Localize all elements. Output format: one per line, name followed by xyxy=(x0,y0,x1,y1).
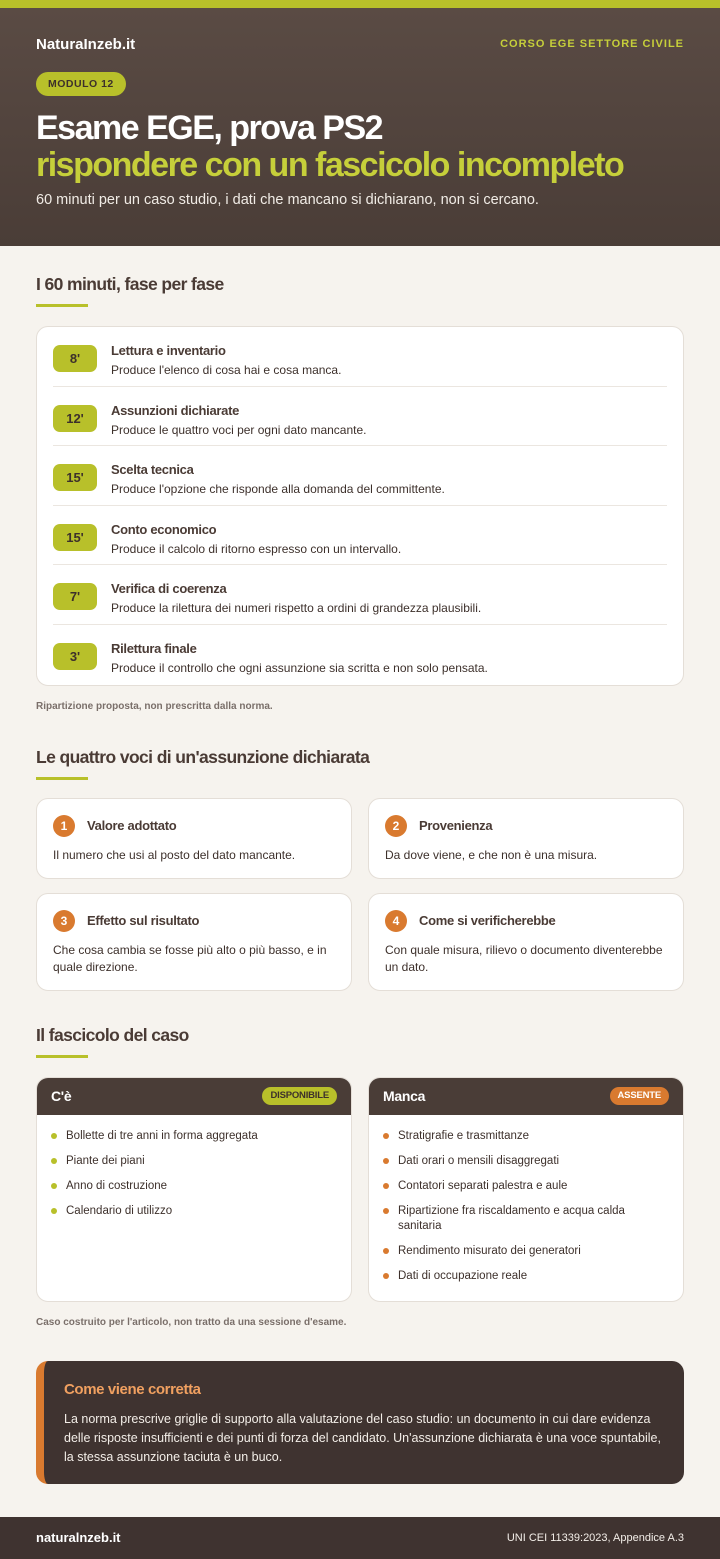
bullet-dot-icon xyxy=(51,1133,57,1139)
bullet-dot-icon xyxy=(383,1208,389,1214)
bullet-dot-icon xyxy=(383,1273,389,1279)
available-title: C'è xyxy=(51,1088,72,1105)
list-item: Ripartizione fra riscaldamento e acqua calda sanitaria xyxy=(383,1204,669,1235)
voice-card xyxy=(368,893,684,991)
phase-name: Rilettura finale xyxy=(111,640,197,656)
missing-card xyxy=(368,1077,684,1302)
phase-time-badge: 7' xyxy=(53,583,97,610)
hero-top-row xyxy=(36,36,684,52)
callout-title: Come viene corretta xyxy=(64,1380,201,1398)
list-item: Rendimento misurato dei generatori xyxy=(383,1244,669,1260)
voice-title: Valore adottato xyxy=(87,818,177,834)
section-underline xyxy=(36,304,88,307)
list-item: Bollette di tre anni in forma aggregata xyxy=(51,1129,337,1145)
phase-row xyxy=(53,506,667,566)
phase-row xyxy=(53,446,667,506)
voice-title: Provenienza xyxy=(419,818,493,834)
list-item: Stratigrafie e trasmittanze xyxy=(383,1129,669,1145)
bullet-dot-icon xyxy=(51,1208,57,1214)
voices-section-title: Le quattro voci di un'assunzione dichiarata xyxy=(36,746,370,767)
dossier-section xyxy=(0,991,720,1328)
phase-time-badge: 15' xyxy=(53,524,97,551)
list-item: Anno di costruzione xyxy=(51,1179,337,1195)
voice-number-badge: 4 xyxy=(385,910,407,932)
available-list xyxy=(37,1115,351,1220)
phase-time-badge: 12' xyxy=(53,405,97,432)
phase-time-badge: 15' xyxy=(53,464,97,491)
page-title: Esame EGE, prova PS2 xyxy=(36,109,383,147)
bullet-dot-icon xyxy=(383,1133,389,1139)
voice-description: Da dove viene, e che non è una misura. xyxy=(385,847,598,862)
phase-row xyxy=(53,327,667,387)
grading-callout xyxy=(36,1361,684,1484)
phase-description: Produce l'opzione che risponde alla domanda del committente. xyxy=(111,482,445,497)
available-badge: DISPONIBILE xyxy=(262,1087,337,1105)
list-item: Dati di occupazione reale xyxy=(383,1269,669,1285)
voice-number-badge: 3 xyxy=(53,910,75,932)
phase-description: Produce il calcolo di ritorno espresso con un intervallo. xyxy=(111,541,402,556)
bullet-dot-icon xyxy=(51,1158,57,1164)
list-item: Piante dei piani xyxy=(51,1154,337,1170)
missing-title: Manca xyxy=(383,1088,426,1105)
page-subtitle: 60 minuti per un caso studio, i dati che mancano si dichiarano, non si cercano. xyxy=(36,192,539,208)
phases-section xyxy=(0,246,720,712)
voice-description: Il numero che usi al posto del dato mancante. xyxy=(53,847,296,862)
phase-name: Assunzioni dichiarate xyxy=(111,402,240,418)
top-accent-bar xyxy=(0,0,720,8)
bullet-dot-icon xyxy=(383,1158,389,1164)
voice-description: Che cosa cambia se fosse più alto o più basso, e in quale direzione. xyxy=(53,942,327,974)
voice-number-badge: 2 xyxy=(385,815,407,837)
module-badge: MODULO 12 xyxy=(36,72,126,96)
footer-brand-link[interactable]: naturalnzeb.it xyxy=(36,1530,121,1546)
voices-grid xyxy=(36,798,684,991)
course-label: CORSO EGE SETTORE CIVILE xyxy=(500,38,684,50)
hero-header xyxy=(0,8,720,246)
bullet-dot-icon xyxy=(383,1248,389,1254)
voices-section xyxy=(0,712,720,991)
brand-logo[interactable]: NaturaInzeb.it xyxy=(36,35,136,53)
dossier-grid xyxy=(36,1077,684,1302)
phase-row xyxy=(53,625,667,685)
phase-description: Produce il controllo che ogni assunzione sia scritta e non solo pensata. xyxy=(111,660,488,675)
available-card-header xyxy=(37,1078,351,1115)
phase-row xyxy=(53,387,667,447)
phase-name: Scelta tecnica xyxy=(111,462,194,478)
voice-title: Effetto sul risultato xyxy=(87,913,200,929)
voice-description: Con quale misura, rilievo o documento diventerebbe un dato. xyxy=(385,942,663,974)
phase-time-badge: 3' xyxy=(53,643,97,670)
missing-badge: ASSENTE xyxy=(610,1087,669,1105)
voice-card xyxy=(36,798,352,879)
list-item: Dati orari o mensili disaggregati xyxy=(383,1154,669,1170)
grading-section xyxy=(0,1328,720,1484)
phases-note: Ripartizione proposta, non prescritta dalla norma. xyxy=(36,700,273,712)
phase-description: Produce le quattro voci per ogni dato mancante. xyxy=(111,422,367,437)
dossier-note: Caso costruito per l'articolo, non tratto da una sessione d'esame. xyxy=(36,1316,347,1328)
section-underline xyxy=(36,1055,88,1058)
phases-section-title: I 60 minuti, fase per fase xyxy=(36,274,224,294)
voice-title: Come si verificherebbe xyxy=(419,913,556,929)
phase-description: Produce l'elenco di cosa hai e cosa manca. xyxy=(111,363,342,377)
section-underline xyxy=(36,777,88,780)
list-item: Contatori separati palestra e aule xyxy=(383,1179,669,1195)
footer-reference: UNI CEI 11339:2023, Appendice A.3 xyxy=(506,1531,684,1544)
missing-list xyxy=(369,1115,683,1285)
voice-number-badge: 1 xyxy=(53,815,75,837)
page-title-highlight: rispondere con un fascicolo incompleto xyxy=(36,146,624,184)
phase-name: Verifica di coerenza xyxy=(111,581,227,597)
dossier-section-title: Il fascicolo del caso xyxy=(36,1024,189,1045)
phase-row xyxy=(53,565,667,625)
bullet-dot-icon xyxy=(383,1183,389,1189)
voice-card xyxy=(36,893,352,991)
voice-card xyxy=(368,798,684,879)
phase-name: Lettura e inventario xyxy=(111,343,226,358)
phase-time-badge: 8' xyxy=(53,345,97,372)
phases-card xyxy=(36,326,684,686)
list-item: Calendario di utilizzo xyxy=(51,1204,337,1220)
phase-description: Produce la rilettura dei numeri rispetto a ordini di grandezza plausibili. xyxy=(111,601,482,616)
bullet-dot-icon xyxy=(51,1183,57,1189)
available-card xyxy=(36,1077,352,1302)
callout-text: La norma prescrive griglie di supporto alla valutazione del caso studio: un documento in cui dare evidenza delle risposte insufficienti e dei punti di forza del candidato. Un'assunzione dichiarata è una voce spuntabile, la stessa assunzione taciuta è un buco. xyxy=(64,1411,661,1464)
phase-name: Conto economico xyxy=(111,521,217,537)
page-footer xyxy=(0,1517,720,1559)
missing-card-header xyxy=(369,1078,683,1115)
